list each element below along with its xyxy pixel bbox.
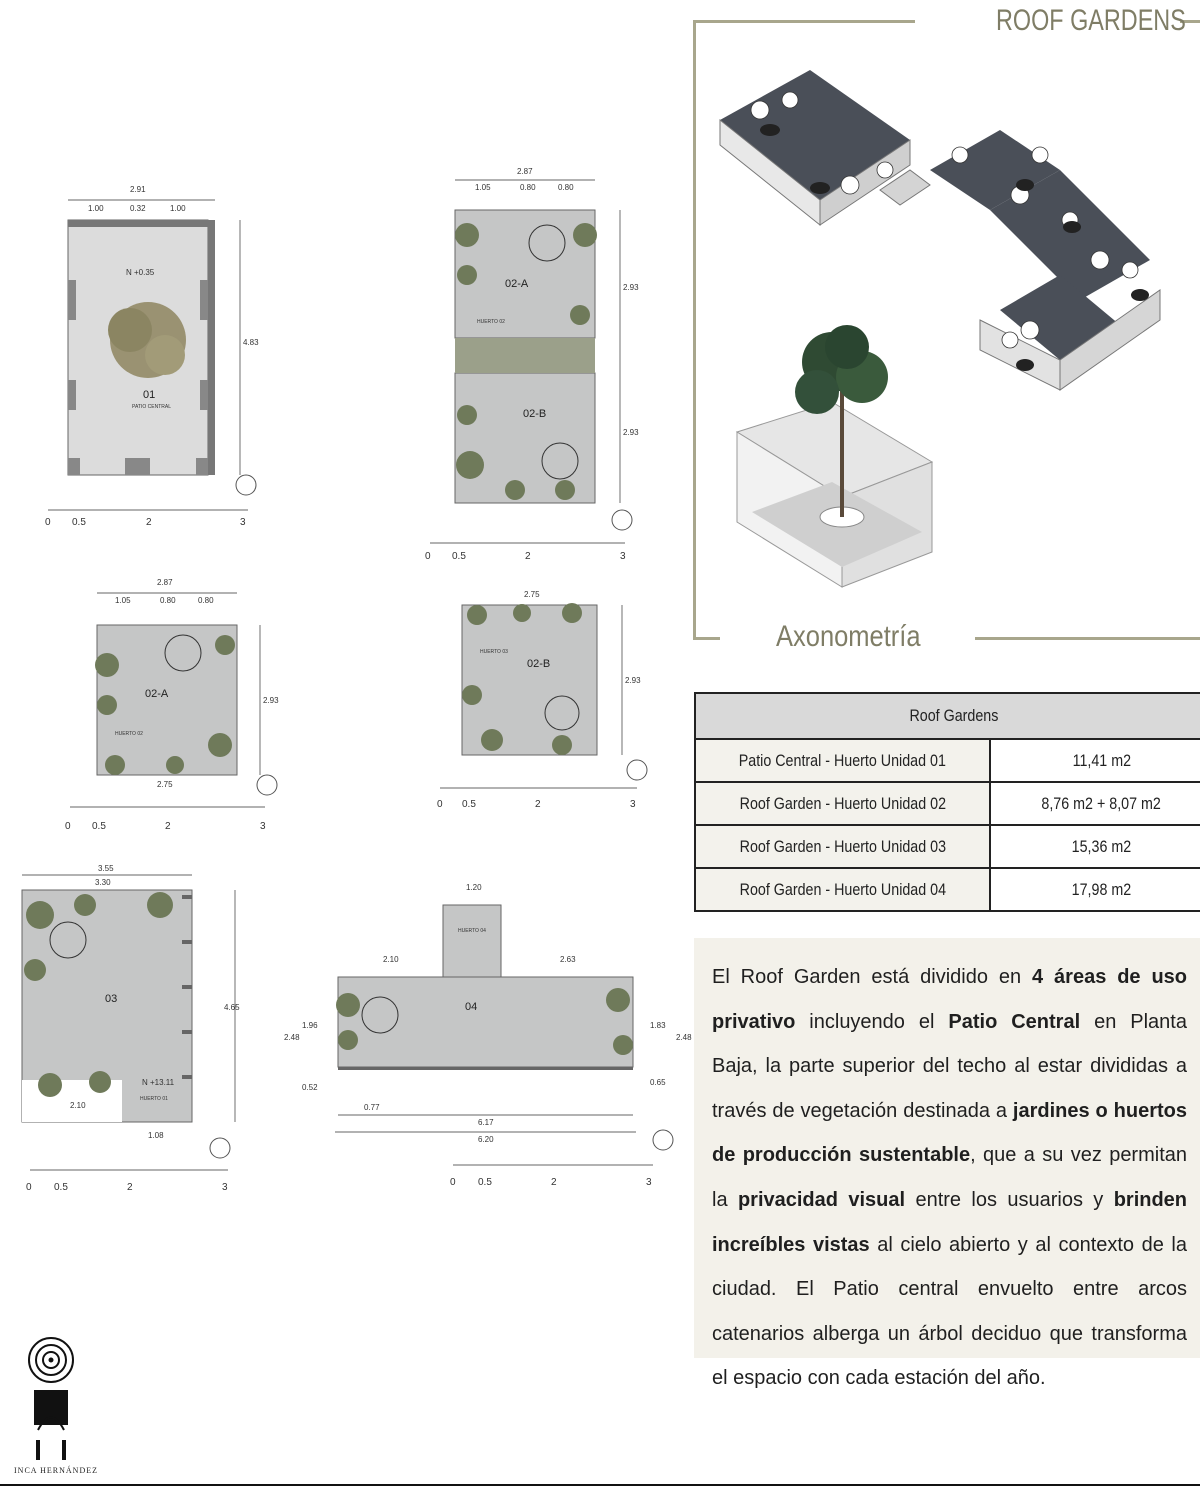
plan-01-sub: PATIO CENTRAL: [132, 404, 171, 410]
plan-01-level: N +0.35: [126, 268, 155, 277]
table-row: [695, 868, 1200, 911]
scale-04-t3: 3: [646, 1177, 652, 1188]
table-row-value: 11,41 m2: [1072, 750, 1131, 770]
plan-04-top: 1.20: [466, 883, 482, 892]
scale-04-t2: 2: [551, 1177, 557, 1188]
plan-02a-height: 2.93: [263, 696, 279, 705]
table-row-label: Roof Garden - Huerto Unidad 04: [739, 879, 946, 899]
table-row: [695, 825, 1200, 868]
plan-02b-huerto: HUERTO 03: [480, 649, 508, 655]
axonometry-label: Axonometría: [776, 620, 921, 653]
plan-04: [278, 880, 698, 1190]
plan-03-width: 3.55: [98, 864, 114, 873]
scale-02a-t3: 3: [260, 821, 266, 832]
scale-01-t2: 2: [146, 517, 152, 528]
scale-03-t2: 2: [127, 1182, 133, 1193]
plan-02-height-b: 2.93: [623, 428, 639, 437]
plan-04-h-right: 2.48: [676, 1033, 692, 1042]
scale-02a-t0: 0: [65, 821, 71, 832]
plan-03-level: N +13.11: [142, 1078, 175, 1087]
scale-02b-t2: 2: [535, 799, 541, 810]
frame-top-line: [693, 20, 915, 23]
plan-02-dim-a: 1.05: [475, 183, 491, 192]
frame-left-line: [693, 20, 696, 640]
scale-02-t2: 2: [525, 551, 531, 562]
plan-04-tag: 04: [465, 1001, 478, 1013]
scale-02a-t1: 0.5: [92, 821, 106, 832]
table-row-value: 17,98 m2: [1071, 879, 1132, 899]
plan-01-dim-a: 1.00: [88, 204, 104, 213]
plan-03-inner: 3.30: [95, 878, 111, 887]
scale-01-t0: 0: [45, 517, 51, 528]
roof-gardens-table: [694, 692, 1200, 912]
plan-04-huerto: HUERTO 04: [458, 928, 486, 934]
plan-04-right: 2.63: [560, 955, 576, 964]
plan-03: [10, 860, 245, 1195]
plan-04-bay: 0.77: [364, 1103, 380, 1112]
scale-02b-t0: 0: [437, 799, 443, 810]
plan-02a-tag: 02-A: [145, 688, 169, 700]
plan-01-dim-b: 0.32: [130, 204, 146, 213]
plan-02-dim-b: 0.80: [520, 183, 536, 192]
plan-02b: [432, 585, 657, 815]
scale-03-t1: 0.5: [54, 1182, 68, 1193]
plan-04-total-a: 6.17: [478, 1118, 494, 1127]
table-row-value: 8,76 m2 + 8,07 m2: [1041, 793, 1162, 813]
scale-01-t1: 0.5: [72, 517, 86, 528]
frame-bottom-right-line: [975, 637, 1200, 640]
plan-02b-width: 2.75: [524, 590, 540, 599]
scale-02b-t1: 0.5: [462, 799, 476, 810]
scale-02-t1: 0.5: [452, 551, 466, 562]
scale-03-t0: 0: [26, 1182, 32, 1193]
plan-02a: [65, 575, 285, 840]
plan-02-height-a: 2.93: [623, 283, 639, 292]
scale-04-t1: 0.5: [478, 1177, 492, 1188]
table-header: Roof Gardens: [695, 693, 1200, 739]
plan-04-d-low-l: 0.52: [302, 1083, 318, 1092]
plan-02-tag-b: 02-B: [523, 408, 547, 420]
scale-02a-t2: 2: [165, 821, 171, 832]
scale-02-t3: 3: [620, 551, 626, 562]
plan-03-tag: 03: [105, 993, 118, 1005]
plan-02a-bottom: 2.75: [157, 780, 173, 789]
brand-name: INCA HERNÁNDEZ: [14, 1466, 98, 1475]
page-bottom-rule: [0, 1484, 1200, 1486]
scale-01-t3: 3: [240, 517, 246, 528]
plan-04-h-inner-r: 1.83: [650, 1021, 666, 1030]
brand-logo: [26, 1335, 76, 1463]
page-title: ROOF GARDENS: [996, 4, 1186, 37]
plan-04-d-low-r: 0.65: [650, 1078, 666, 1087]
plan-02a-dim-c: 0.80: [198, 596, 214, 605]
plan-02b-tag: 02-B: [527, 658, 551, 670]
plan-02-tag-a: 02-A: [505, 278, 529, 290]
plan-02a-huerto: HUERTO 02: [115, 731, 143, 737]
scale-04-t0: 0: [450, 1177, 456, 1188]
table-row: [695, 739, 1200, 782]
plan-04-left: 2.10: [383, 955, 399, 964]
plan-01-width: 2.91: [130, 185, 146, 194]
plan-03-height: 4.65: [224, 1003, 240, 1012]
plan-02a-width: 2.87: [157, 578, 173, 587]
plan-01-tag: 01: [143, 389, 156, 401]
table-row-value: 15,36 m2: [1071, 836, 1132, 856]
patio-tree-render: [732, 322, 937, 592]
table-row-label: Roof Garden - Huerto Unidad 02: [739, 793, 946, 813]
table-row-label: Roof Garden - Huerto Unidad 03: [739, 836, 946, 856]
plan-01-height: 4.83: [243, 338, 259, 347]
plan-04-total-b: 6.20: [478, 1135, 494, 1144]
table-row-label: Patio Central - Huerto Unidad 01: [738, 750, 947, 770]
scale-02-t0: 0: [425, 551, 431, 562]
scale-03-t3: 3: [222, 1182, 228, 1193]
plan-02-huerto: HUERTO 02: [477, 319, 505, 325]
frame-bottom-left-line: [693, 637, 720, 640]
plan-01-dim-c: 1.00: [170, 204, 186, 213]
description-text: El Roof Garden está dividido en 4 áreas de uso privativo incluyendo el Patio Central en Planta Baja, la parte superior del techo al estar divididas a través de vegetación destinada a jardines o huertos de producción sustentable, que a su vez permitan la privacidad visual entre los usuarios y brinden increíbles vistas al cielo abierto y al contexto de la ciudad. El Patio central envuelto entre arcos catenarios alberga un árbol deciduo que transforma el espacio con cada estación del año.: [712, 966, 1188, 1390]
plan-03-dim-bottom: 1.08: [148, 1131, 164, 1140]
plan-02b-height: 2.93: [625, 676, 641, 685]
plan-01: [30, 180, 270, 540]
plan-02-dim-c: 0.80: [558, 183, 574, 192]
plan-03-dim-left: 2.10: [70, 1101, 86, 1110]
table-row: [695, 782, 1200, 825]
plan-02: [425, 165, 645, 565]
plan-03-huerto: HUERTO 01: [140, 1096, 168, 1102]
plan-02a-dim-a: 1.05: [115, 596, 131, 605]
plan-02-width: 2.87: [517, 167, 533, 176]
plan-04-h-inner-l: 1.96: [302, 1021, 318, 1030]
scale-02b-t3: 3: [630, 799, 636, 810]
plan-02a-dim-b: 0.80: [160, 596, 176, 605]
plan-04-h-left: 2.48: [284, 1033, 300, 1042]
